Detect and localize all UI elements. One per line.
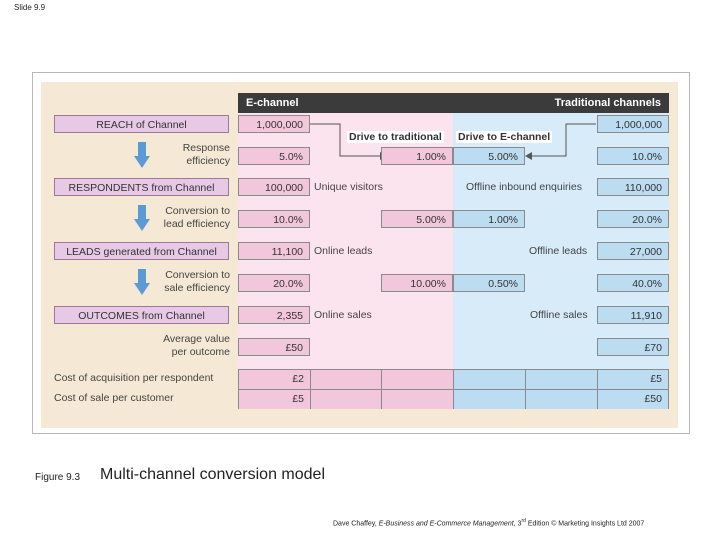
respondents-label: RESPONDENTS from Channel bbox=[54, 178, 229, 196]
credit-edition: 3 bbox=[515, 520, 522, 528]
cost-cell bbox=[454, 390, 526, 409]
cost-sale-label: Cost of sale per customer bbox=[54, 392, 174, 404]
lead-eff-drive-e-value: 1.00% bbox=[453, 210, 525, 228]
outcomes-e-value: 2,355 bbox=[238, 306, 310, 324]
cost-cell bbox=[311, 370, 382, 390]
reach-label: REACH of Channel bbox=[54, 115, 229, 133]
slide-number: Slide 9.9 bbox=[14, 3, 46, 12]
response-drive-e-value: 5.00% bbox=[453, 147, 525, 165]
avg-line1: Average value bbox=[163, 333, 230, 345]
drive-to-e-channel-label: Drive to E-channel bbox=[458, 131, 551, 143]
sale-eff-drive-trad-value: 10.00% bbox=[381, 274, 453, 292]
credit-post: Edition © Marketing Insights Ltd 2007 bbox=[525, 520, 645, 528]
offline-enquiries-label: Offline inbound enquiries bbox=[466, 181, 582, 193]
sale-efficiency-label bbox=[150, 269, 230, 295]
lead-efficiency-label bbox=[150, 205, 230, 231]
response-e-value: 5.0% bbox=[238, 147, 310, 165]
figure-label: Figure 9.3 bbox=[35, 472, 81, 483]
cost-cell bbox=[526, 390, 598, 409]
leads-t-value: 27,000 bbox=[597, 242, 669, 260]
credit-line bbox=[333, 518, 644, 527]
lead-eff-line2: lead efficiency bbox=[163, 218, 230, 230]
leads-label: LEADS generated from Channel bbox=[54, 242, 229, 260]
response-efficiency-label bbox=[150, 142, 230, 168]
sale-eff-t-value: 40.0% bbox=[597, 274, 669, 292]
sale-eff-line2: sale efficiency bbox=[164, 282, 230, 294]
cost-acq-e-value: £2 bbox=[239, 370, 311, 390]
response-drive-trad-value: 1.00% bbox=[381, 147, 453, 165]
cost-acq-t-value: £5 bbox=[598, 370, 668, 390]
lead-eff-drive-trad-value: 5.00% bbox=[381, 210, 453, 228]
respondents-t-value: 110,000 bbox=[597, 178, 669, 196]
diagram-header bbox=[238, 93, 669, 113]
cost-cell bbox=[526, 370, 598, 390]
credit-book: E-Business and E-Commerce Management, bbox=[378, 520, 516, 528]
online-sales-label: Online sales bbox=[314, 309, 372, 321]
cost-acquisition-label: Cost of acquisition per respondent bbox=[54, 372, 214, 384]
cost-grid bbox=[238, 369, 669, 409]
credit-sup: rd bbox=[521, 518, 526, 524]
unique-visitors-label: Unique visitors bbox=[314, 181, 383, 193]
avg-line2: per outcome bbox=[171, 346, 230, 358]
down-arrow-icon bbox=[134, 142, 150, 168]
avg-value-e-value: £50 bbox=[238, 338, 310, 356]
down-arrow-icon bbox=[134, 269, 150, 295]
down-arrow-icon bbox=[134, 205, 150, 231]
drive-to-traditional-label: Drive to traditional bbox=[349, 131, 442, 143]
offline-sales-label: Offline sales bbox=[530, 309, 588, 321]
cost-cell bbox=[382, 370, 454, 390]
online-leads-label: Online leads bbox=[314, 245, 373, 257]
cost-sale-t-value: £50 bbox=[598, 390, 668, 409]
cost-sale-e-value: £5 bbox=[239, 390, 311, 409]
credit-pre: Dave Chaffey, bbox=[333, 520, 379, 528]
lead-eff-e-value: 10.0% bbox=[238, 210, 310, 228]
outcomes-t-value: 11,910 bbox=[597, 306, 669, 324]
average-value-label bbox=[150, 333, 230, 359]
sale-eff-drive-e-value: 0.50% bbox=[453, 274, 525, 292]
sale-eff-line1: Conversion to bbox=[165, 269, 230, 281]
cost-cell bbox=[454, 370, 526, 390]
respondents-e-value: 100,000 bbox=[238, 178, 310, 196]
reach-t-value: 1,000,000 bbox=[597, 115, 669, 133]
cost-cell bbox=[382, 390, 454, 409]
lead-eff-t-value: 20.0% bbox=[597, 210, 669, 228]
offline-leads-label: Offline leads bbox=[529, 245, 588, 257]
figure-title: Multi-channel conversion model bbox=[100, 466, 325, 483]
sale-eff-e-value: 20.0% bbox=[238, 274, 310, 292]
header-e-channel: E-channel bbox=[246, 97, 299, 109]
lead-eff-line1: Conversion to bbox=[165, 205, 230, 217]
reach-e-value: 1,000,000 bbox=[238, 115, 310, 133]
avg-value-t-value: £70 bbox=[597, 338, 669, 356]
response-line1: Response bbox=[182, 142, 230, 154]
response-t-value: 10.0% bbox=[597, 147, 669, 165]
outcomes-label: OUTCOMES from Channel bbox=[54, 306, 229, 324]
response-line2: efficiency bbox=[186, 155, 230, 167]
cost-cell bbox=[311, 390, 382, 409]
leads-e-value: 11,100 bbox=[238, 242, 310, 260]
header-traditional: Traditional channels bbox=[554, 97, 661, 109]
